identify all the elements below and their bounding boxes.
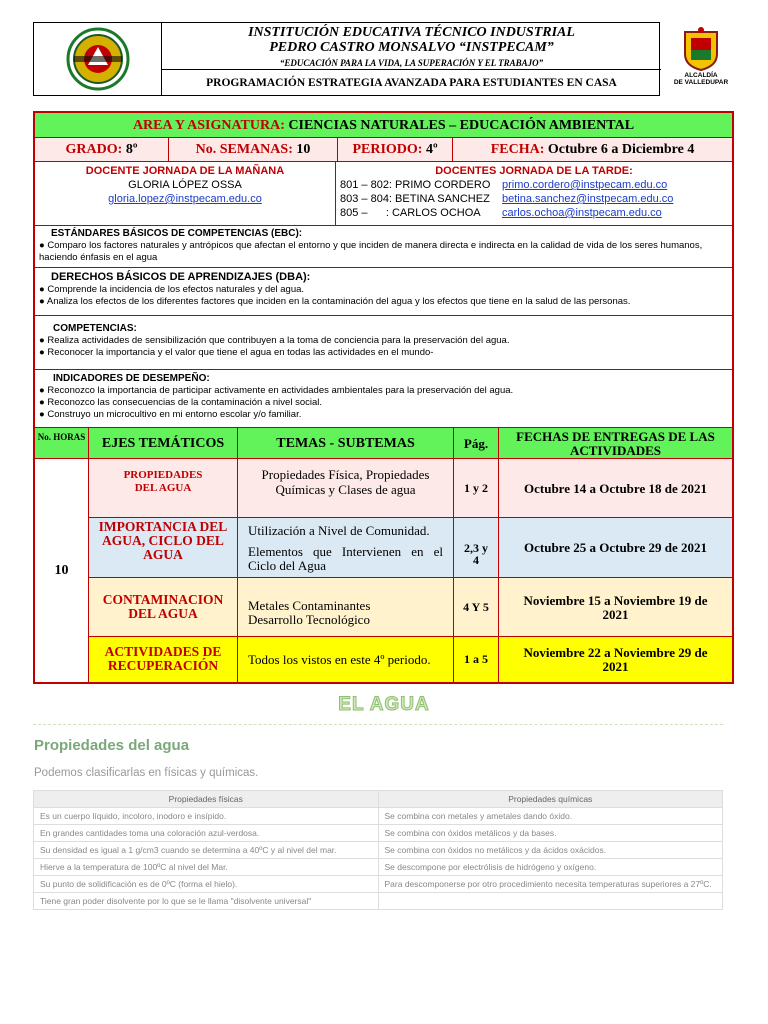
tema-cell: Todos los vistos en este 4º periodo. — [238, 637, 454, 682]
grado-cell — [35, 138, 169, 162]
docente-manana-cell — [35, 162, 336, 226]
docente-tarde-email[interactable]: carlos.ochoa@instpecam.edu.co — [502, 207, 662, 219]
fisica-cell: Su densidad es igual a 1 g/cm3 cuando se determina a 40ºC y al nivel del mar. — [34, 842, 379, 859]
table-row — [34, 842, 723, 859]
fecha-entrega-cell: Noviembre 15 a Noviembre 19 de 2021 — [499, 578, 732, 637]
ebc-item-text: Comparo los factores naturales y antrópicos que afectan el entorno y que inciden de manera directa e indirecta en la calidad de vida de los seres humanos, haciendo énfasis en el agua — [39, 240, 703, 263]
crest-caption-2: DE VALLEDUPAR — [673, 79, 729, 86]
fisica-cell: En grandes cantidades toma una coloración azul-verdosa. — [34, 825, 379, 842]
indicadores-section — [35, 370, 732, 428]
dba-section — [35, 268, 732, 316]
semanas-value: 10 — [296, 142, 311, 157]
indicadores-title: INDICADORES DE DESEMPEÑO: — [53, 373, 210, 384]
competencias-section — [35, 316, 732, 370]
ebc-section — [35, 226, 732, 268]
tema-cell — [238, 518, 454, 578]
area-value: CIENCIAS NATURALES – EDUCACIÓN AMBIENTAL — [288, 118, 635, 133]
table-row — [34, 893, 723, 910]
table-row — [34, 876, 723, 893]
ejes-header: EJES TEMÁTICOS — [89, 428, 238, 459]
docentes-tarde-title: DOCENTES JORNADA DE LA TARDE: — [435, 165, 633, 177]
docente-tarde-row — [336, 192, 732, 206]
eje-cell: CONTAMINACION DEL AGUA — [89, 578, 238, 637]
competencias-item: ● Realiza actividades de sensibilización que contribuyen a la toma de conciencia para la preservación del agua. — [39, 335, 510, 346]
alcaldia-crest — [666, 22, 736, 96]
agua-subtitle: Propiedades del agua — [34, 737, 190, 754]
ebc-item: ● Comparo los factores naturales y antrópicos que afectan el entorno y que inciden de manera directa e indirecta en la calidad de vida de los seres humanos, haciendo énfasis en el agua — [39, 240, 703, 263]
horas-value: 10 — [35, 459, 89, 682]
periodo-cell — [338, 138, 453, 162]
quimica-cell: Se combina con óxidos metálicos y da bases. — [378, 825, 723, 842]
docente-manana-email[interactable]: gloria.lopez@instpecam.edu.co — [108, 193, 262, 205]
col-fisicas-header: Propiedades físicas — [34, 791, 379, 808]
indicadores-item-text: Reconozco las consecuencias de la contaminación a nivel social. — [47, 397, 322, 408]
docente-tarde-group: 803 – 804: BETINA SANCHEZ — [340, 193, 490, 205]
agua-intro: Podemos clasificarlas en físicas y químicas. — [34, 767, 259, 779]
competencias-item-text: Realiza actividades de sensibilización que contribuyen a la toma de conciencia para la preservación del agua. — [47, 335, 510, 346]
competencias-item-text: Reconocer la importancia y el valor que tiene el agua en todas las actividades en el mundo- — [47, 347, 434, 358]
col-quimicas-header: Propiedades químicas — [378, 791, 723, 808]
docentes-tarde-cell — [336, 162, 732, 226]
docente-tarde-email[interactable]: betina.sanchez@instpecam.edu.co — [502, 193, 674, 205]
fisica-cell: Hierve a la temperatura de 100ºC al nivel del Mar. — [34, 859, 379, 876]
indicadores-item: ● Construyo un microcultivo en mi entorno escolar y/o familiar. — [39, 409, 302, 420]
table-row — [34, 859, 723, 876]
docente-manana-title: DOCENTE JORNADA DE LA MAÑANA — [85, 165, 285, 177]
semanas-label: No. SEMANAS: — [195, 142, 293, 157]
fecha-label: FECHA: — [490, 142, 545, 157]
docente-manana-name: GLORIA LÓPEZ OSSA — [128, 179, 242, 191]
tema-line: Elementos que Intervienen en el Ciclo del Agua — [248, 544, 443, 573]
school-motto: “EDUCACIÓN PARA LA VIDA, LA SUPERACIÓN Y EL TRABAJO” — [279, 58, 544, 68]
eje-cell: ACTIVIDADES DE RECUPERACIÓN — [89, 637, 238, 682]
quimica-cell: Para descomponerse por otro procedimiento necesita temperaturas superiores a 27ºC. — [378, 876, 723, 893]
fecha-entrega-cell: Noviembre 22 a Noviembre 29 de 2021 — [499, 637, 732, 682]
periodo-label: PERIODO: — [352, 142, 423, 157]
fisica-cell: Es un cuerpo líquido, incoloro, inodoro e insípido. — [34, 808, 379, 825]
school-name-line1: INSTITUCIÓN EDUCATIVA TÉCNICO INDUSTRIAL — [248, 25, 575, 40]
fecha-entrega-cell: Octubre 14 a Octubre 18 de 2021 — [499, 459, 732, 518]
docente-tarde-group: 805 – : CARLOS OCHOA — [340, 207, 481, 219]
area-row — [35, 113, 732, 138]
tema-line: Metales Contaminantes — [248, 598, 371, 613]
table-row — [34, 825, 723, 842]
grado-label: GRADO: — [65, 142, 123, 157]
quimica-cell: Se combina con óxidos no metálicos y da ácidos oxácidos. — [378, 842, 723, 859]
agua-title: EL AGUA — [338, 694, 430, 715]
indicadores-item: ● Reconozco la importancia de participar activamente en actividades ambientales para la preservación del agua. — [39, 385, 514, 396]
quimica-cell — [378, 893, 723, 910]
dba-item-text: Analiza los efectos de los diferentes factores que inciden en la contaminación del agua y los efectos que tiene en la salud de las personas. — [46, 296, 631, 307]
docente-tarde-email[interactable]: primo.cordero@instpecam.edu.co — [502, 179, 668, 191]
pag-cell: 1 y 2 — [454, 459, 499, 518]
fisica-cell: Su punto de solidificación es de 0ºC (forma el hielo). — [34, 876, 379, 893]
fechas-header: FECHAS DE ENTREGAS DE LAS ACTIVIDADES — [499, 428, 732, 459]
quimica-cell: Se combina con metales y ametales dando óxido. — [378, 808, 723, 825]
fecha-cell — [453, 138, 732, 162]
dba-item-text: Comprende la incidencia de los efectos naturales y del agua. — [47, 284, 305, 295]
tema-cell: Propiedades Física, Propiedades Químicas y Clases de agua — [238, 459, 454, 518]
school-logo — [34, 23, 162, 95]
temas-header: TEMAS - SUBTEMAS — [238, 428, 454, 459]
dba-item: ● Comprende la incidencia de los efectos naturales y del agua. — [39, 284, 305, 295]
tema-line: Utilización a Nivel de Comunidad. — [248, 523, 430, 538]
indicadores-item: ● Reconozco las consecuencias de la contaminación a nivel social. — [39, 397, 322, 408]
tema-line: Desarrollo Tecnológico — [248, 612, 370, 627]
document-header — [33, 22, 660, 96]
propiedades-table — [33, 790, 723, 910]
pag-cell: 2,3 y 4 — [454, 518, 499, 578]
pag-cell: 1 a 5 — [454, 637, 499, 682]
semanas-cell — [169, 138, 338, 162]
docente-tarde-row — [336, 206, 732, 220]
horas-header: No. HORAS — [35, 428, 89, 459]
periodo-value: 4º — [425, 142, 438, 157]
dba-title: DERECHOS BÁSICOS DE APRENDIZAJES (DBA): — [51, 271, 311, 283]
quimica-cell: Se descompone por electrólisis de hidrógeno y oxígeno. — [378, 859, 723, 876]
fecha-entrega-cell: Octubre 25 a Octubre 29 de 2021 — [499, 518, 732, 578]
school-name-line2: PEDRO CASTRO MONSALVO “INSTPECAM” — [269, 40, 554, 55]
grado-value: 8º — [125, 142, 138, 157]
agua-divider — [33, 724, 723, 725]
eje-cell: PROPIEDADES DEL AGUA — [89, 459, 238, 518]
eje-cell: IMPORTANCIA DEL AGUA, CICLO DEL AGUA — [89, 518, 238, 578]
pag-cell: 4 Y 5 — [454, 578, 499, 637]
table-row — [34, 808, 723, 825]
competencias-title: COMPETENCIAS: — [53, 323, 137, 334]
pag-header: Pág. — [454, 428, 499, 459]
crest-caption-1: ALCALDÍA — [684, 72, 718, 79]
tema-cell — [238, 578, 454, 637]
program-title: PROGRAMACIÓN ESTRATEGIA AVANZADA PARA ESTUDIANTES EN CASA — [162, 69, 661, 96]
fecha-value: Octubre 6 a Diciembre 4 — [547, 142, 695, 157]
fisica-cell: Tiene gran poder disolvente por lo que se le llama "disolvente universal" — [34, 893, 379, 910]
docente-tarde-group: 801 – 802: PRIMO CORDERO — [340, 179, 491, 191]
indicadores-item-text: Reconozco la importancia de participar activamente en actividades ambientales para la preservación del agua. — [47, 385, 514, 396]
ebc-title: ESTÁNDARES BÁSICOS DE COMPETENCIAS (EBC): — [51, 228, 303, 239]
docente-tarde-row — [336, 178, 732, 192]
area-label: AREA Y ASIGNATURA: — [132, 118, 285, 133]
dba-item: ● Analiza los efectos de los diferentes factores que inciden en la contaminación del agua y los efectos que tiene en la salud de las personas. — [39, 296, 631, 307]
indicadores-item-text: Construyo un microcultivo en mi entorno escolar y/o familiar. — [47, 409, 302, 420]
competencias-item: ● Reconocer la importancia y el valor que tiene el agua en todas las actividades en el mundo- — [39, 347, 434, 358]
